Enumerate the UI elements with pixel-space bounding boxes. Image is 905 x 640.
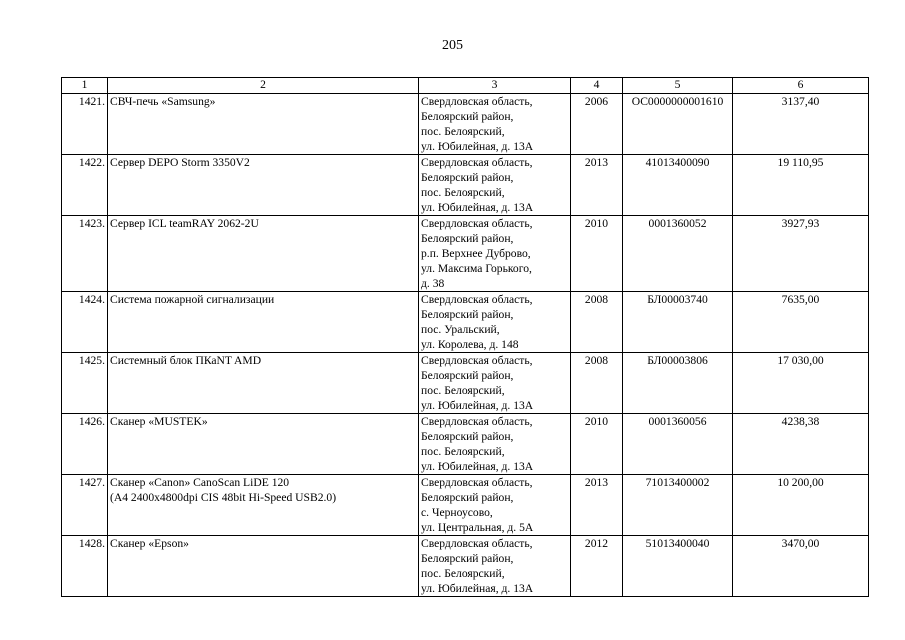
- item-name-line: Сканер «MUSTEK»: [110, 415, 208, 428]
- address-line: Белоярский район,: [421, 491, 514, 504]
- address-line: ул. Юбилейная, д. 13А: [421, 582, 534, 595]
- item-name-cell: [108, 414, 419, 475]
- address-line: р.п. Верхнее Дуброво,: [421, 247, 531, 260]
- address-line: ул. Максима Горького,: [421, 262, 532, 275]
- item-name-line: (A4 2400x4800dpi CIS 48bit Hi-Speed USB2.0): [110, 491, 337, 504]
- address-line: пос. Белоярский,: [421, 384, 505, 397]
- year-cell: 2008: [571, 353, 623, 414]
- cost-cell: 19 110,95: [733, 155, 869, 216]
- item-name-cell: [108, 216, 419, 292]
- address-line: ул. Центральная, д. 5А: [421, 521, 534, 534]
- year-cell: 2013: [571, 155, 623, 216]
- year-cell: 2006: [571, 94, 623, 155]
- address-line: ул. Юбилейная, д. 13А: [421, 201, 534, 214]
- property-registry-table: [61, 77, 869, 597]
- cost-cell: 3927,93: [733, 216, 869, 292]
- item-name-line: Сервер ICL teamRAY 2062-2U: [110, 217, 259, 230]
- row-number-cell: 1426.: [62, 414, 108, 475]
- address-line: Белоярский район,: [421, 308, 514, 321]
- table-row: [62, 414, 869, 475]
- column-header-1: 1: [62, 78, 108, 94]
- address-line: ул. Юбилейная, д. 13А: [421, 460, 534, 473]
- item-name-line: Сервер DEPO Storm 3350V2: [110, 156, 250, 169]
- address-line: ул. Королева, д. 148: [421, 338, 519, 351]
- table-row: [62, 155, 869, 216]
- inventory-number-cell: 0001360052: [623, 216, 733, 292]
- address-cell: [419, 414, 571, 475]
- cost-cell: 4238,38: [733, 414, 869, 475]
- item-name-cell: [108, 353, 419, 414]
- year-cell: 2012: [571, 536, 623, 597]
- item-name-cell: [108, 292, 419, 353]
- address-line: Белоярский район,: [421, 171, 514, 184]
- cost-cell: 3137,40: [733, 94, 869, 155]
- cost-cell: 17 030,00: [733, 353, 869, 414]
- table-row: [62, 536, 869, 597]
- inventory-number-cell: ОС0000000001610: [623, 94, 733, 155]
- item-name-line: Сканер «Canon» CanoScan LiDE 120: [110, 476, 290, 489]
- inventory-number-cell: 51013400040: [623, 536, 733, 597]
- address-line: Свердловская область,: [421, 476, 533, 489]
- row-number-cell: 1422.: [62, 155, 108, 216]
- address-cell: [419, 353, 571, 414]
- year-cell: 2010: [571, 216, 623, 292]
- address-line: Свердловская область,: [421, 415, 533, 428]
- address-line: Белоярский район,: [421, 552, 514, 565]
- address-line: ул. Юбилейная, д. 13А: [421, 399, 534, 412]
- page-number: 205: [442, 38, 463, 53]
- item-name-line: Сканер «Epson»: [110, 537, 189, 550]
- row-number-cell: 1421.: [62, 94, 108, 155]
- address-line: пос. Белоярский,: [421, 186, 505, 199]
- table-header-row: [62, 78, 869, 94]
- address-cell: [419, 216, 571, 292]
- column-header-6: 6: [733, 78, 869, 94]
- address-line: Белоярский район,: [421, 430, 514, 443]
- table-body: [62, 94, 869, 597]
- address-line: Белоярский район,: [421, 110, 514, 123]
- address-line: пос. Уральский,: [421, 323, 500, 336]
- table-row: [62, 292, 869, 353]
- address-line: Белоярский район,: [421, 232, 514, 245]
- address-line: Свердловская область,: [421, 217, 533, 230]
- year-cell: 2013: [571, 475, 623, 536]
- inventory-number-cell: 71013400002: [623, 475, 733, 536]
- year-cell: 2008: [571, 292, 623, 353]
- address-cell: [419, 94, 571, 155]
- address-line: с. Черноусово,: [421, 506, 493, 519]
- inventory-number-cell: БЛ00003806: [623, 353, 733, 414]
- row-number-cell: 1424.: [62, 292, 108, 353]
- row-number-cell: 1428.: [62, 536, 108, 597]
- inventory-number-cell: 0001360056: [623, 414, 733, 475]
- address-line: пос. Белоярский,: [421, 567, 505, 580]
- item-name-line: Система пожарной сигнализации: [110, 293, 275, 306]
- row-number-cell: 1427.: [62, 475, 108, 536]
- cost-cell: 3470,00: [733, 536, 869, 597]
- cost-cell: 10 200,00: [733, 475, 869, 536]
- item-name-line: СВЧ-печь «Samsung»: [110, 95, 216, 108]
- address-line: Свердловская область,: [421, 537, 533, 550]
- column-header-4: 4: [571, 78, 623, 94]
- address-line: д. 38: [421, 277, 445, 290]
- table-row: [62, 353, 869, 414]
- column-header-5: 5: [623, 78, 733, 94]
- table-row: [62, 94, 869, 155]
- address-cell: [419, 475, 571, 536]
- column-header-2: 2: [108, 78, 419, 94]
- inventory-number-cell: 41013400090: [623, 155, 733, 216]
- item-name-cell: [108, 475, 419, 536]
- item-name-cell: [108, 94, 419, 155]
- table-row: [62, 216, 869, 292]
- address-cell: [419, 155, 571, 216]
- address-line: Свердловская область,: [421, 95, 533, 108]
- row-number-cell: 1423.: [62, 216, 108, 292]
- row-number-cell: 1425.: [62, 353, 108, 414]
- address-line: Свердловская область,: [421, 354, 533, 367]
- address-line: Белоярский район,: [421, 369, 514, 382]
- column-header-3: 3: [419, 78, 571, 94]
- address-cell: [419, 292, 571, 353]
- inventory-number-cell: БЛ00003740: [623, 292, 733, 353]
- address-line: ул. Юбилейная, д. 13А: [421, 140, 534, 153]
- year-cell: 2010: [571, 414, 623, 475]
- address-line: пос. Белоярский,: [421, 125, 505, 138]
- address-line: Свердловская область,: [421, 293, 533, 306]
- cost-cell: 7635,00: [733, 292, 869, 353]
- item-name-cell: [108, 155, 419, 216]
- address-line: Свердловская область,: [421, 156, 533, 169]
- address-line: пос. Белоярский,: [421, 445, 505, 458]
- item-name-line: Системный блок ПКаNT AMD: [110, 354, 262, 367]
- table-row: [62, 475, 869, 536]
- item-name-cell: [108, 536, 419, 597]
- address-cell: [419, 536, 571, 597]
